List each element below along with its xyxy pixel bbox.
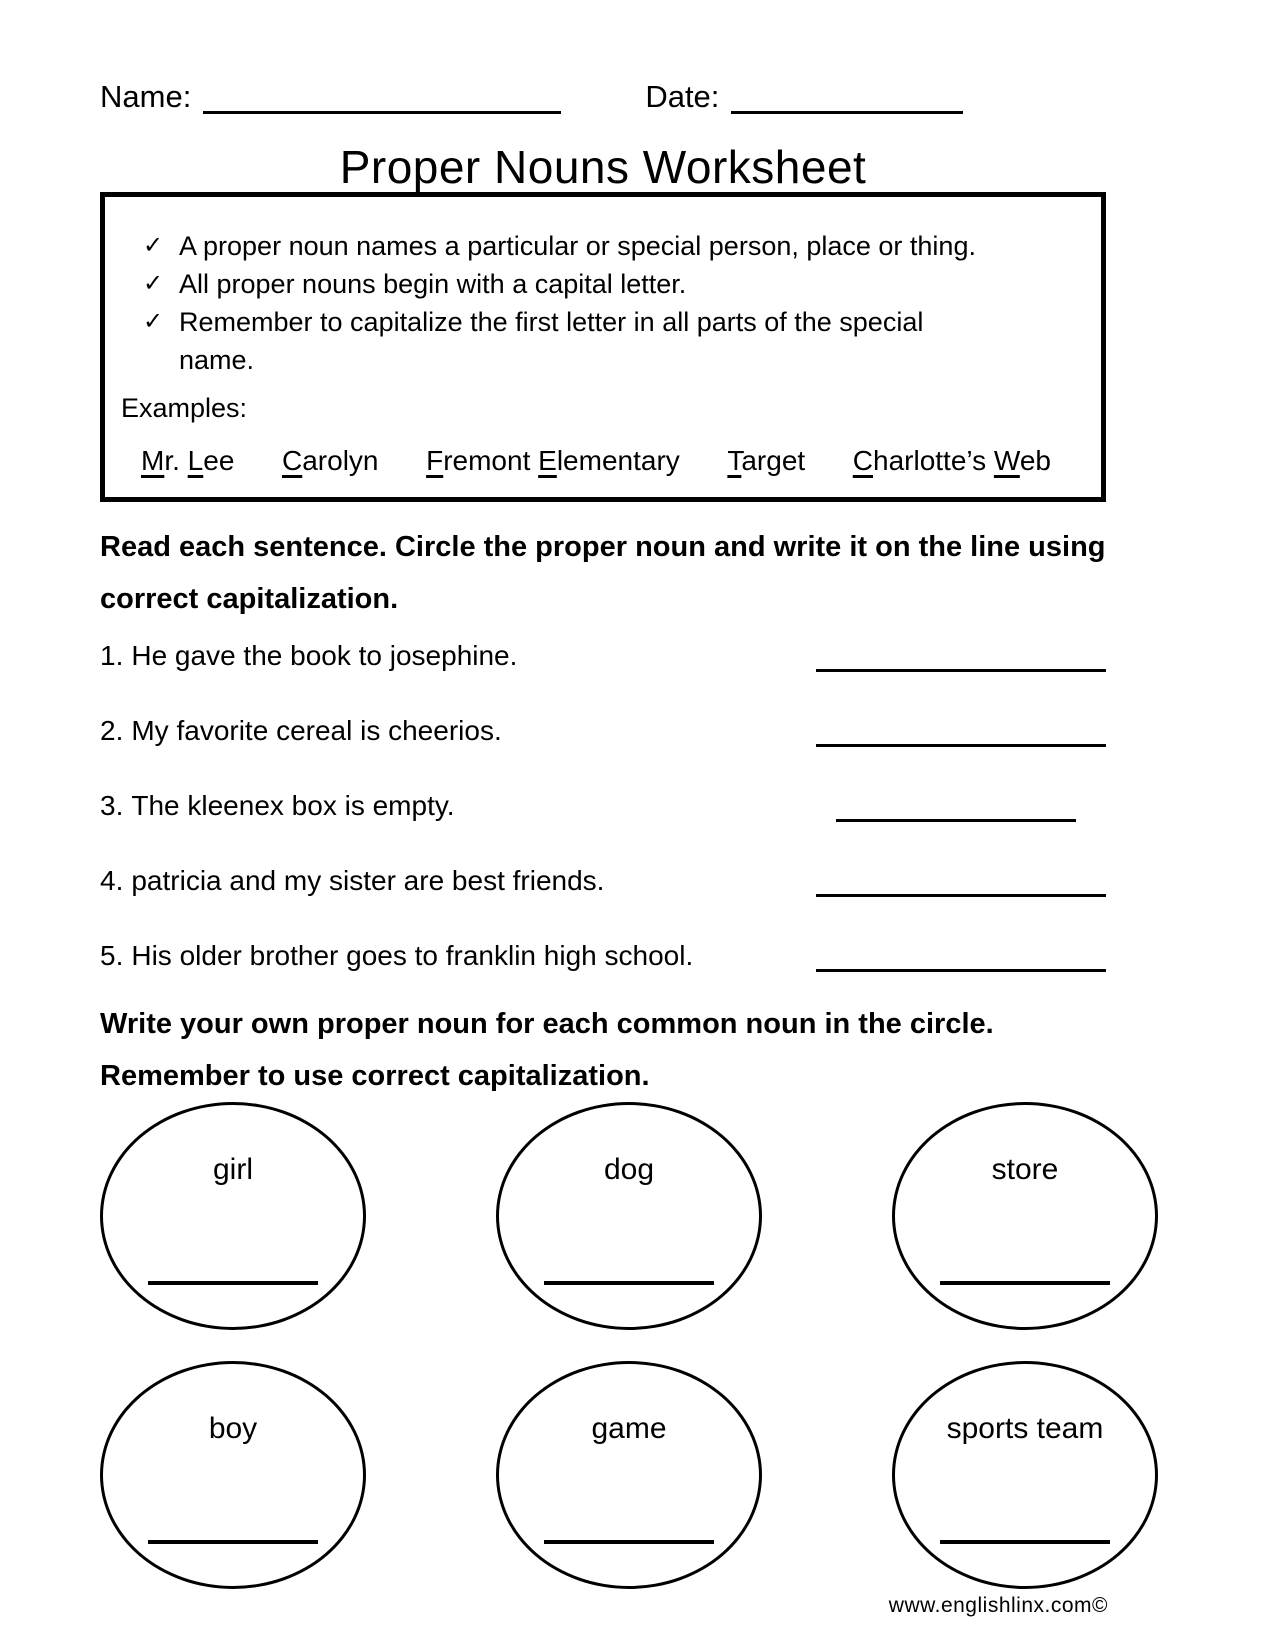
- example-text-segment: arget: [741, 445, 806, 476]
- example-text-segment: harlotte’s: [873, 445, 994, 476]
- question-number: 3.: [100, 790, 124, 821]
- example-proper-noun: [426, 445, 680, 477]
- checkmark-icon: ✓: [143, 232, 164, 259]
- rule-bullet: [121, 303, 1077, 379]
- example-text-segment: F: [426, 445, 444, 476]
- answer-write-line[interactable]: [816, 637, 1106, 672]
- common-noun-label: boy: [208, 1412, 258, 1445]
- example-text-segment: T: [727, 445, 742, 476]
- common-noun-label: store: [991, 1153, 1059, 1186]
- common-noun-label: sports team: [946, 1412, 1104, 1445]
- question-text: His older brother goes to franklin high school.: [131, 940, 694, 971]
- rule-bullet: [121, 265, 1077, 303]
- examples-row: [121, 445, 1077, 477]
- footer-credit: www.englishlinx.com©: [888, 1594, 1108, 1617]
- question-number: 4.: [100, 865, 124, 896]
- answer-write-line[interactable]: [816, 712, 1106, 747]
- answer-write-line[interactable]: [816, 937, 1106, 972]
- proper-noun-write-line[interactable]: [940, 1281, 1110, 1285]
- common-noun-label: dog: [603, 1153, 655, 1186]
- question-sentence: [100, 640, 517, 672]
- proper-noun-write-line[interactable]: [148, 1281, 318, 1285]
- circle-row-1: [100, 1102, 1158, 1330]
- example-text-segment: lementary: [556, 445, 680, 476]
- common-noun-circle: [100, 1361, 366, 1589]
- rule-text: A proper noun names a particular or special person, place or thing.: [179, 231, 976, 261]
- common-noun-circle: [100, 1102, 366, 1330]
- question-sentence: [100, 790, 455, 822]
- checkmark-icon: ✓: [143, 270, 164, 297]
- date-input-line[interactable]: [731, 83, 963, 114]
- name-label: Name:: [100, 79, 192, 114]
- question-number: 1.: [100, 640, 124, 671]
- questions-list: [100, 640, 1106, 1015]
- rules-list: [121, 227, 1077, 379]
- example-text-segment: W: [993, 445, 1020, 476]
- example-proper-noun: [727, 445, 805, 477]
- proper-noun-write-line[interactable]: [940, 1540, 1110, 1544]
- question-number: 5.: [100, 940, 124, 971]
- page-title: Proper Nouns Worksheet: [339, 141, 867, 193]
- rule-bullet: [121, 227, 1077, 265]
- example-text-segment: arolyn: [302, 445, 379, 476]
- rules-box: [100, 192, 1106, 502]
- question-sentence: [100, 865, 604, 897]
- question-text: He gave the book to josephine.: [131, 640, 518, 671]
- common-noun-label: game: [591, 1412, 667, 1445]
- proper-noun-write-line[interactable]: [544, 1540, 714, 1544]
- question-number: 2.: [100, 715, 124, 746]
- instructions-write-proper-nouns: Write your own proper noun for each common noun in the circle. Remember to use correct capitalization.: [100, 1008, 994, 1092]
- rule-text: Remember to capitalize the first letter in all parts of the special name.: [179, 307, 924, 375]
- question-sentence: [100, 940, 693, 972]
- example-proper-noun: [282, 445, 379, 477]
- common-noun-circle: [892, 1102, 1158, 1330]
- question-row: [100, 940, 1106, 972]
- example-text-segment: r.: [164, 445, 188, 476]
- example-proper-noun: [853, 445, 1051, 477]
- instructions-read-sentences: Read each sentence. Circle the proper noun and write it on the line using correct capitalization.: [100, 531, 1106, 615]
- example-text-segment: M: [141, 445, 165, 476]
- answer-write-line[interactable]: [816, 862, 1106, 897]
- header-row: [100, 80, 963, 114]
- question-text: patricia and my sister are best friends.: [131, 865, 605, 896]
- examples-label: Examples:: [121, 393, 248, 423]
- question-row: [100, 715, 1106, 747]
- name-input-line[interactable]: [203, 83, 561, 114]
- common-noun-label: girl: [212, 1153, 253, 1186]
- answer-write-line[interactable]: [836, 787, 1076, 822]
- circle-row-2: [100, 1361, 1158, 1589]
- example-text-segment: L: [187, 445, 204, 476]
- question-row: [100, 790, 1106, 822]
- checkmark-icon: ✓: [143, 308, 164, 335]
- example-text-segment: remont: [443, 445, 539, 476]
- example-text-segment: C: [282, 445, 303, 476]
- common-noun-circle: [496, 1102, 762, 1330]
- question-row: [100, 865, 1106, 897]
- rule-text: All proper nouns begin with a capital letter.: [179, 269, 687, 299]
- common-noun-circle: [892, 1361, 1158, 1589]
- proper-noun-write-line[interactable]: [148, 1540, 318, 1544]
- question-text: The kleenex box is empty.: [131, 790, 455, 821]
- example-proper-noun: [141, 445, 234, 477]
- question-sentence: [100, 715, 502, 747]
- common-noun-circle: [496, 1361, 762, 1589]
- proper-noun-write-line[interactable]: [544, 1281, 714, 1285]
- question-row: [100, 640, 1106, 672]
- example-text-segment: E: [538, 445, 557, 476]
- example-text-segment: C: [852, 445, 874, 476]
- example-text-segment: eb: [1019, 445, 1051, 476]
- date-label: Date:: [645, 79, 720, 114]
- question-text: My favorite cereal is cheerios.: [131, 715, 502, 746]
- example-text-segment: ee: [203, 445, 235, 476]
